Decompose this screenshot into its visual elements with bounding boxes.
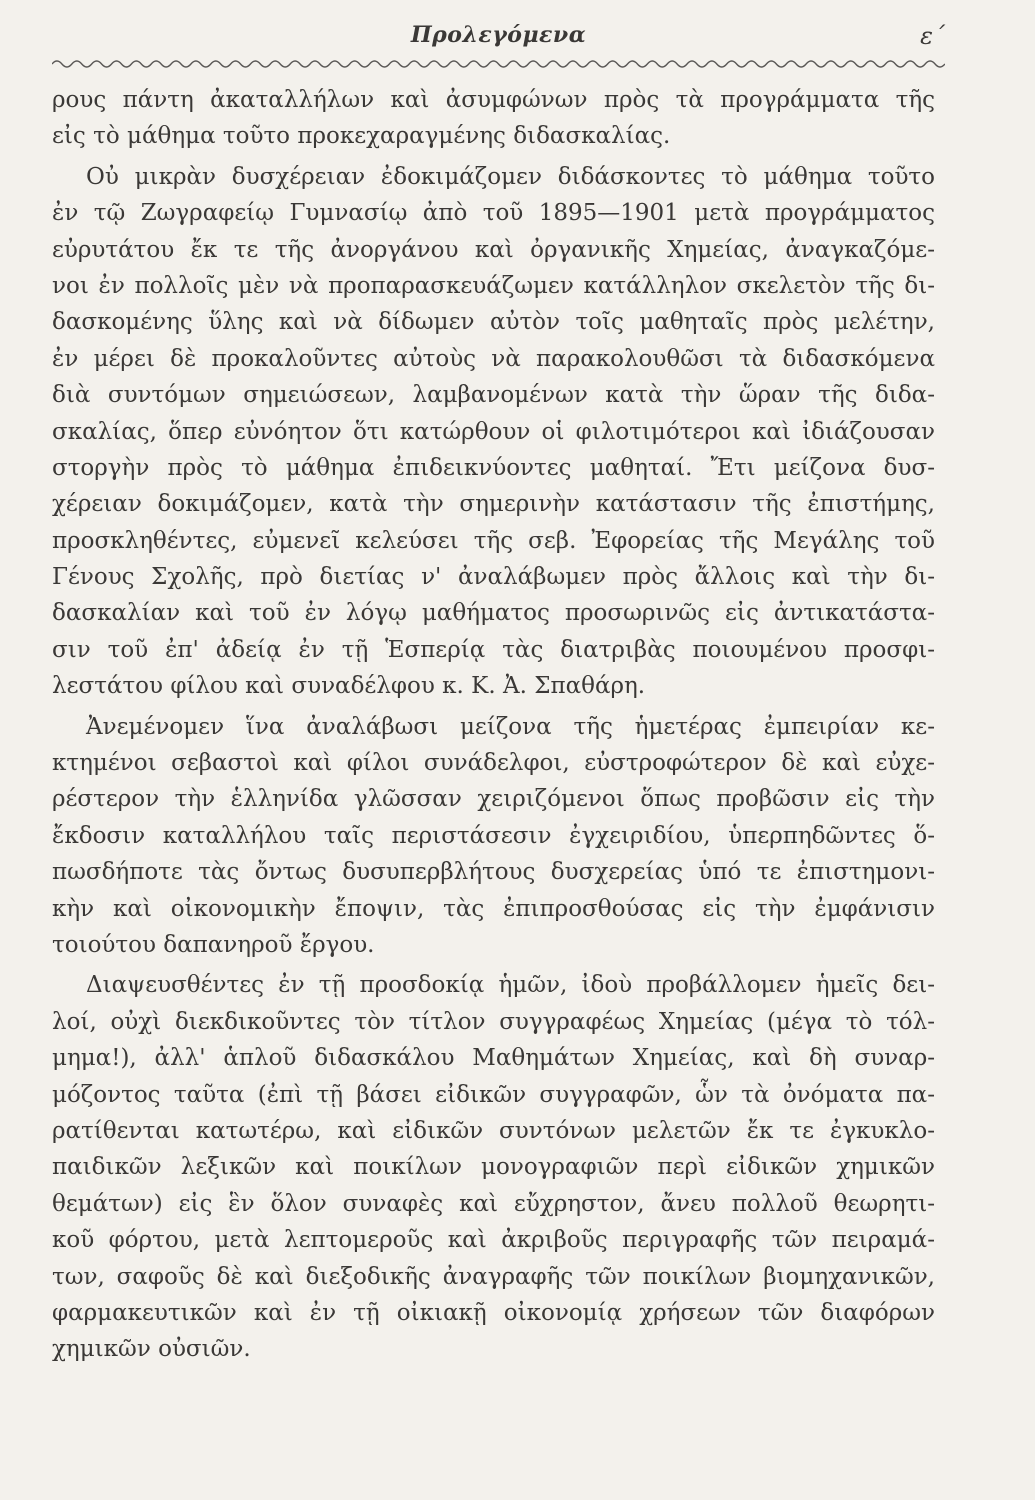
text-line: ρέστερον τὴν ἑλληνίδα γλῶσσαν χειριζόμενοι ὅπως προβῶσιν εἰς τὴν [52,786,935,813]
paragraph-1 [52,82,935,155]
page-header [52,22,945,72]
wavy-rule-ornament [52,56,945,72]
text-line: Ἀνεμένομεν ἵνα ἀναλάβωσι μείζονα τῆς ἡμετέρας ἐμπειρίαν κε- [86,713,935,740]
text-line: πωσδήποτε τὰς ὄντως δυσυπερβλήτους δυσχερείας ὑπό τε ἐπιστημονι- [52,859,935,886]
text-line: χέρειαν δοκιμάζομεν, κατὰ τὴν σημερινὴν κατάστασιν τῆς ἐπιστήμης, [52,491,935,518]
text-line: των, σαφοῦς δὲ καὶ διεξοδικῆς ἀναγραφῆς τῶν ποικίλων βιομηχανικῶν, [52,1263,935,1290]
text-line: δασκαλίαν καὶ τοῦ ἐν λόγῳ μαθήματος προσωρινῶς εἰς ἀντικατάστα- [52,600,935,627]
text-line: εὐρυτάτου ἔκ τε τῆς ἀνοργάνου καὶ ὀργανικῆς Χημείας, ἀναγκαζόμε- [52,236,935,263]
text-line: προσκληθέντες, εὐμενεῖ κελεύσει τῆς σεβ. Ἐφορείας τῆς Μεγάλης τοῦ [52,527,935,554]
text-line: μόζοντος ταῦτα (ἐπὶ τῇ βάσει εἰδικῶν συγγραφῶν, ὧν τὰ ὀνόματα πα- [52,1081,935,1108]
text-line: φαρμακευτικῶν καὶ ἐν τῇ οἰκιακῇ οἰκονομίᾳ χρήσεων τῶν διαφόρων [52,1299,935,1326]
text-line: κὴν καὶ οἰκονομικὴν ἔποψιν, τὰς ἐπιπροσθούσας εἰς τὴν ἐμφάνισιν [52,895,935,922]
text-line: κοῦ φόρτου, μετὰ λεπτομεροῦς καὶ ἀκριβοῦς περιγραφῆς τῶν πειραμά- [52,1227,935,1254]
text-line: ἔκδοσιν καταλλήλου ταῖς περιστάσεσιν ἐγχειριδίου, ὑπερπηδῶντες ὅ- [52,822,935,849]
text-line: τοιούτου δαπανηροῦ ἔργου. [52,931,375,958]
text-line: σιν τοῦ ἐπ' ἀδείᾳ ἐν τῇ Ἑσπερίᾳ τὰς διατριβὰς ποιουμένου προσφι- [52,636,935,663]
text-line: δασκομένης ὕλης καὶ νὰ δίδωμεν αὐτὸν τοῖς μαθηταῖς πρὸς μελέτην, [52,309,935,336]
text-line: Διαψευσθέντες ἐν τῇ προσδοκίᾳ ἡμῶν, ἰδοὺ προβάλλομεν ἡμεῖς δει- [86,972,935,999]
running-head: Προλεγόμενα [410,22,587,48]
text-line: ρατίθενται κατωτέρω, καὶ εἰδικῶν συντόνων μελετῶν ἔκ τε ἐγκυκλο- [52,1117,935,1144]
text-line: ἐν τῷ Ζωγραφείῳ Γυμνασίῳ ἀπὸ τοῦ 1895—1901 μετὰ προγράμματος [52,200,935,227]
text-line: λοί, οὐχὶ διεκδικοῦντες τὸν τίτλον συγγραφέως Χημείας (μέγα τὸ τόλ- [52,1008,935,1035]
text-line: Οὐ μικρὰν δυσχέρειαν ἐδοκιμάζομεν διδάσκοντες τὸ μάθημα τοῦτο [86,163,935,190]
text-line: παιδικῶν λεξικῶν καὶ ποικίλων μονογραφιῶν περὶ εἰδικῶν χημικῶν [52,1154,935,1181]
text-line: εἰς τὸ μάθημα τοῦτο προκεχαραγμένης διδασκαλίας. [52,123,671,150]
text-line: λεστάτου φίλου καὶ συναδέλφου κ. Κ. Ἀ. Σπαθάρη. [52,673,646,700]
text-line: ἐν μέρει δὲ προκαλοῦντες αὐτοὺς νὰ παρακολουθῶσι τὰ διδασκόμενα [52,345,935,372]
text-line: μημα!), ἀλλ' ἁπλοῦ διδασκάλου Μαθημάτων Χημείας, καὶ δὴ συναρ- [52,1045,935,1072]
wavy-rule-icon [52,56,945,72]
text-line: κτημένοι σεβαστοὶ καὶ φίλοι συνάδελφοι, εὐστροφώτερον δὲ καὶ εὐχε- [52,750,935,777]
text-line: χημικῶν οὐσιῶν. [52,1336,251,1363]
text-line: νοι ἐν πολλοῖς μὲν νὰ προπαρασκευάζωμεν κατάλληλον σκελετὸν τῆς δι- [52,272,935,299]
paragraph-3 [52,709,935,964]
body-text [52,82,935,1368]
text-line: θεμάτων) εἰς ἓν ὅλον συναφὲς καὶ εὔχρηστον, ἄνευ πολλοῦ θεωρητι- [52,1190,935,1217]
text-line: στοργὴν πρὸς τὸ μάθημα ἐπιδεικνύοντες μαθηταί. Ἔτι μείζονα δυσ- [52,454,935,481]
page-number: ε΄ [920,22,945,50]
paragraph-2 [52,159,935,705]
text-line: Γένους Σχολῆς, πρὸ διετίας ν' ἀναλάβωμεν πρὸς ἄλλοις καὶ τὴν δι- [52,564,935,591]
text-line: σκαλίας, ὅπερ εὐνόητον ὅτι κατώρθουν οἱ φιλοτιμότεροι καὶ ἰδιάζουσαν [52,418,935,445]
text-line: διὰ συντόμων σημειώσεων, λαμβανομένων κατὰ τὴν ὥραν τῆς διδα- [52,382,935,409]
paragraph-4 [52,967,935,1367]
text-line: ρους πάντη ἀκαταλλήλων καὶ ἀσυμφώνων πρὸς τὰ προγράμματα τῆς [52,87,935,113]
